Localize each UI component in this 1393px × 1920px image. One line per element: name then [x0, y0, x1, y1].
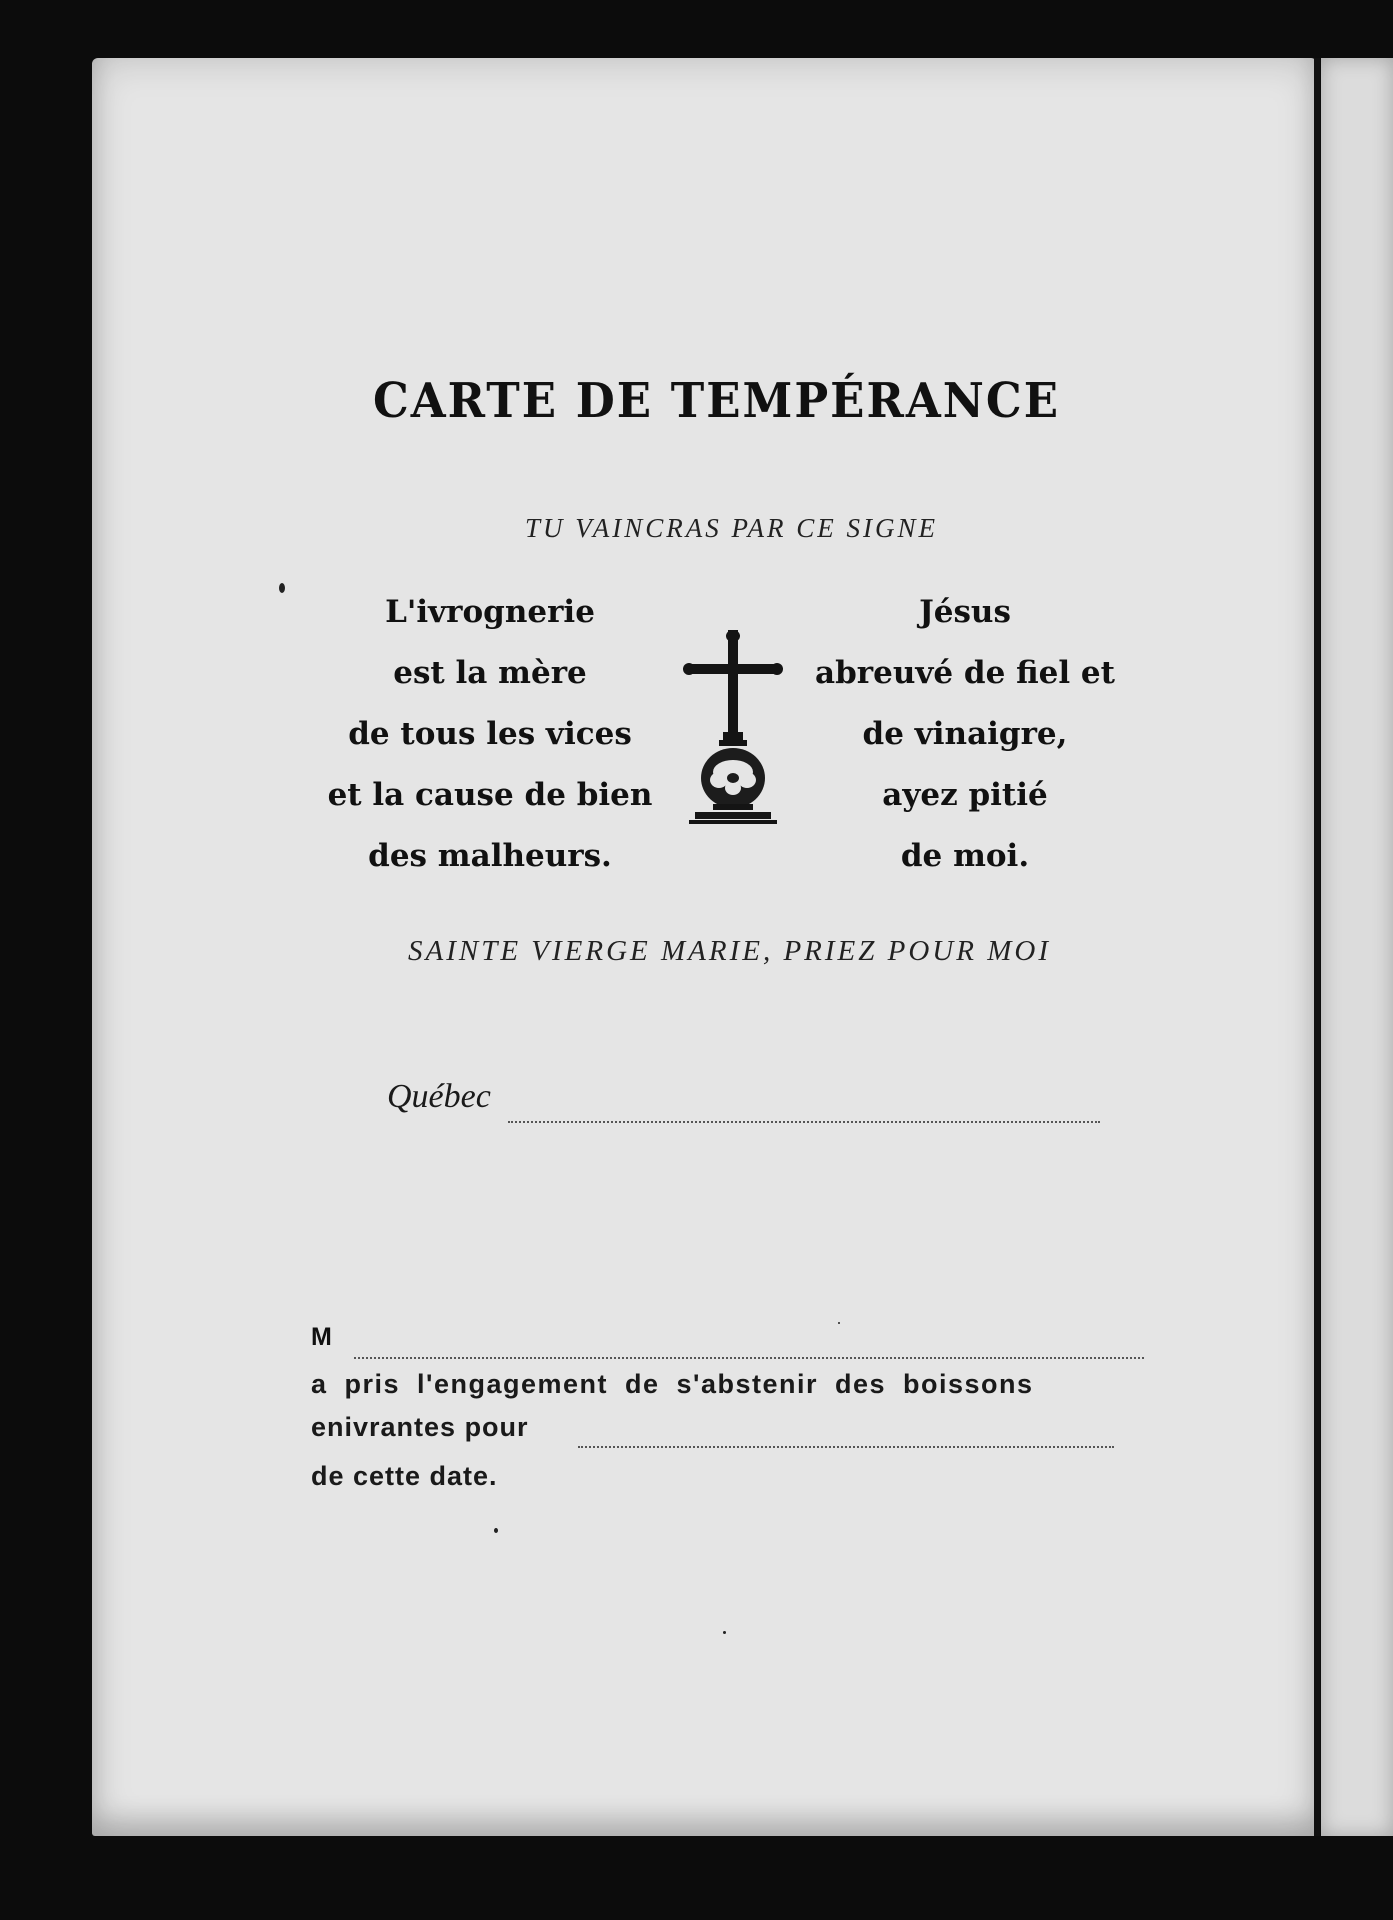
- right-line: de moi.: [900, 838, 1030, 874]
- city-label: Québec: [387, 1078, 491, 1115]
- name-field[interactable]: [354, 1357, 1144, 1359]
- cross-on-orb-icon: [683, 630, 783, 830]
- right-line: abreuvé de fiel et: [815, 655, 1115, 691]
- print-speck: [723, 1631, 726, 1634]
- card-title: CARTE DE TEMPÉRANCE: [372, 372, 1061, 429]
- right-line: Jésus: [919, 594, 1011, 630]
- city-date-field[interactable]: [508, 1121, 1100, 1123]
- name-prefix-label: M: [311, 1323, 332, 1351]
- right-text-column: [795, 582, 1135, 887]
- pledge-line-1: a pris l'engagement de s'abstenir des boissons: [311, 1369, 1034, 1399]
- prayer-line: SAINTE VIERGE MARIE, PRIEZ POUR MOI: [408, 935, 1051, 967]
- left-line: et la cause de bien: [327, 777, 653, 813]
- pledge-line-2: enivrantes pour: [311, 1412, 529, 1442]
- right-line: de vinaigre,: [862, 716, 1068, 752]
- print-speck: [494, 1528, 498, 1533]
- left-line: est la mère: [393, 655, 587, 691]
- card-motto: TU VAINCRAS PAR CE SIGNE: [525, 513, 938, 543]
- pledge-line-3: de cette date.: [311, 1461, 498, 1491]
- left-text-column: [315, 582, 665, 887]
- right-line: ayez pitié: [882, 777, 1048, 813]
- print-speck: [279, 583, 285, 593]
- print-speck: [838, 1322, 840, 1324]
- duration-field[interactable]: [578, 1446, 1114, 1448]
- left-line: L'ivrognerie: [385, 594, 595, 630]
- left-line: des malheurs.: [368, 838, 612, 874]
- left-line: de tous les vices: [348, 716, 632, 752]
